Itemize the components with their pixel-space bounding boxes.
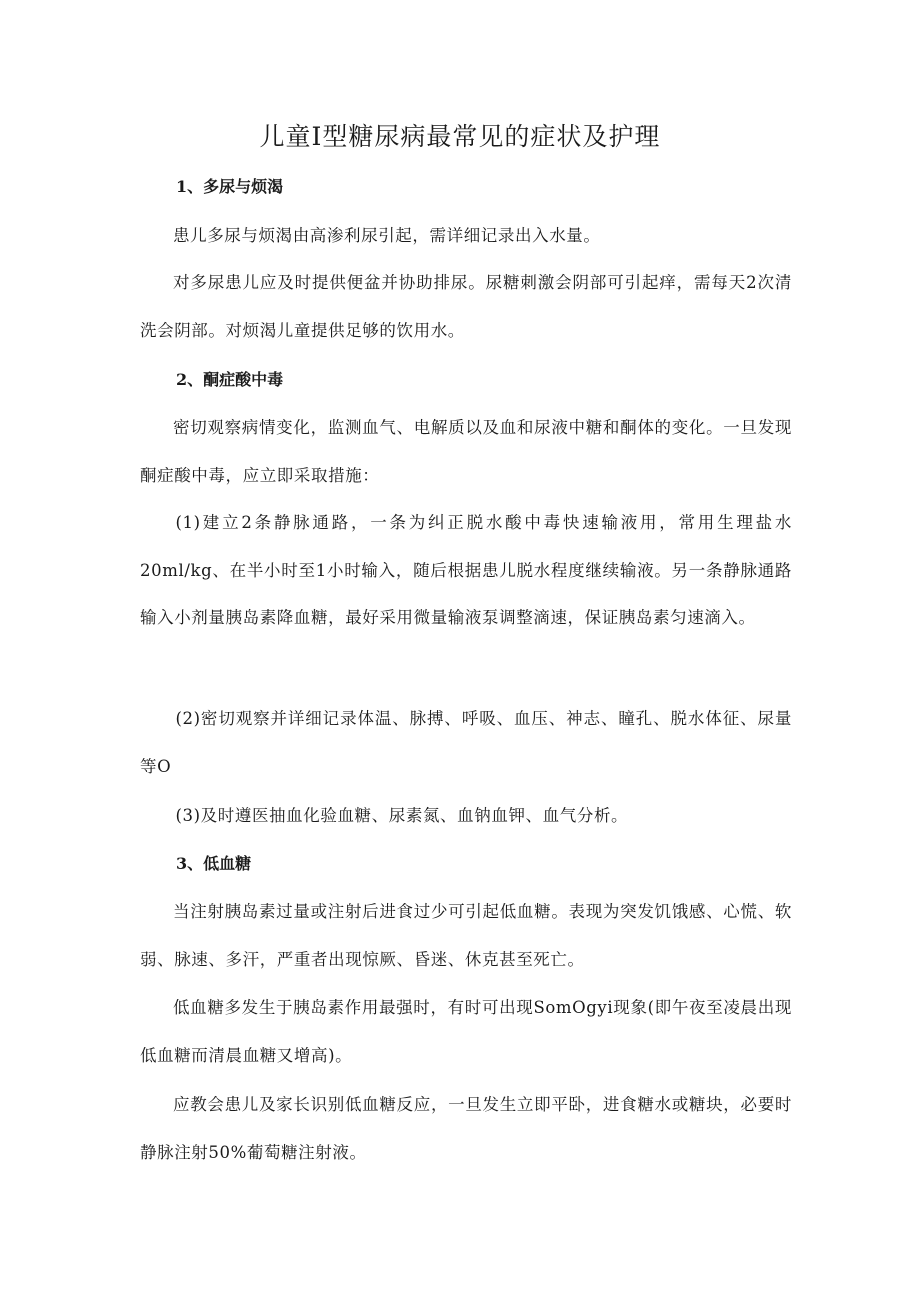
- paragraph-hypoglycemia-somogyi: 低血糖多发生于胰岛素作用最强时，有时可出现SomOgyi现象(即午夜至凌晨出现低血糖而清晨血糖又增高)。: [140, 998, 792, 1065]
- paragraph-polyuria-care: 对多尿患儿应及时提供便盆并协助排尿。尿糖刺激会阴部可引起痒，需每天2次清洗会阴部。对烦渴儿童提供足够的饮用水。: [140, 273, 792, 340]
- section-heading-ketoacidosis: 2、酮症酸中毒: [176, 370, 284, 389]
- paragraph-hypoglycemia-symptoms: 当注射胰岛素过量或注射后进食过少可引起低血糖。表现为突发饥饿感、心慌、软弱、脉速、多汗，严重者出现惊厥、昏迷、休克甚至死亡。: [140, 902, 792, 969]
- paragraph-ketoacidosis-step-1: (1)建立2条静脉通路，一条为纠正脱水酸中毒快速输液用，常用生理盐水20ml/kg、在半小时至1小时输入，随后根据患儿脱水程度继续输液。另一条静脉通路输入小剂量胰岛素降血糖，最好采用微量输液泵调整滴速，保证胰岛素匀速滴入。: [140, 513, 792, 627]
- paragraph-ketoacidosis-observe: 密切观察病情变化，监测血气、电解质以及血和尿液中糖和酮体的变化。一旦发现酮症酸中毒，应立即采取措施：: [140, 418, 792, 485]
- paragraph-polyuria-intake: 患儿多尿与烦渴由高渗利尿引起，需详细记录出入水量。: [173, 226, 601, 245]
- paragraph-ketoacidosis-step-2: (2)密切观察并详细记录体温、脉搏、呼吸、血压、神志、瞳孔、脱水体征、尿量等O: [140, 709, 792, 776]
- document-title: 儿童I型糖尿病最常见的症状及护理: [259, 122, 661, 151]
- paragraph-hypoglycemia-response: 应教会患儿及家长识别低血糖反应，一旦发生立即平卧，进食糖水或糖块，必要时静脉注射50%葡萄糖注射液。: [140, 1095, 792, 1162]
- section-heading-polyuria: 1、多尿与烦渴: [176, 177, 284, 196]
- paragraph-ketoacidosis-step-3: (3)及时遵医抽血化验血糖、尿素氮、血钠血钾、血气分析。: [175, 806, 629, 825]
- section-heading-hypoglycemia: 3、低血糖: [176, 854, 252, 873]
